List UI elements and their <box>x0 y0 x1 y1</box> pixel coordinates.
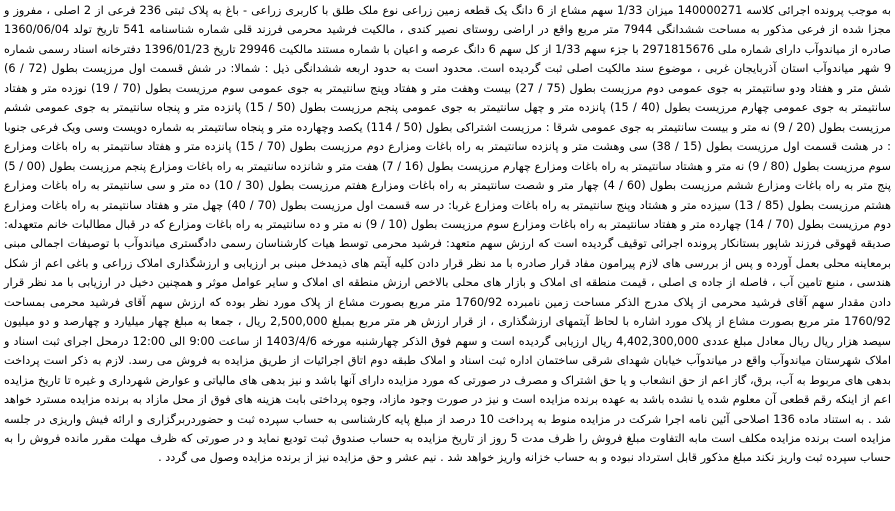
auction-notice-text: به موجب پرونده اجرائی کلاسه 140000271 میزان 1/33 سهم مشاع از 6 دانگ یک قطعه زمین زراعی نوع ملک طلق با کاربری زراعی - باغ به پلاک ثبتی 236 فرعی از 2 اصلی ، مفروز و مجزا شده از فرعی مذکور به مساحت ششدانگی 7944 متر مربع واقع در اراضی روستای نصیر کندی ، مالکیت فرشید محرمی فرزند قلی شماره شناسنامه 541 تاریخ تولد 1360/06/04 صادره از میاندوآب دارای شماره ملی 2971815676 با جزء سهم 1/33 از کل سهم 6 دانگ عرصه و اعیان با شماره مستند مالکیت 29946 تاریخ 1396/01/23 دفترخانه اسناد رسمی شماره 9 شهر میاندوآب استان آذربایجان غربی ، موضوع سند مالکیت اصلی ثبت گردیده است. محدود است به حدود اربعه ششدانگی ذیل : شمالا: در شش قسمت اول مرزیست بطول (72 / 6) شش متر و هفتاد ودو سانتیمتر به جوی عمومی دوم مرزیست بطول (75 / 27) بیست وهفت متر و هفتاد وپنج سانتیمتر به جوی عمومی سوم مرزیست بطول (70 / 19) نوزده متر و هفتاد سانتیمتر به جوی عمومی چهارم مرزیست بطول (40 / 15) پانزده متر و چهل سانتیمتر به جوی عمومی پنجم مرزیست بطول (50 / 15) پانزده متر و پنجاه سانتیمتر به جوی عمومی ششم مرزیست بطول (20 / 9) نه متر و بیست سانتیمتر به جوی عمومی شرقا : مرزیست اشتراکی بطول (50 / 114) یکصد وچهارده متر و پنجاه سانتیمتر به شماره دویست وسی ویک فرعی جنوبا : در هشت قسمت اول مرزیست بطول (15 / 38) سی وهشت متر و پانزده سانتیمتر به راه باغات ومزارع دوم مرزیست بطول (70 / 15) پانزده متر و هفتاد سانتیمتر به راه باغات ومزارع سوم مرزیست بطول (80 / 9) نه متر و هشتاد سانتیمتر به راه باغات ومزارع چهارم مرزیست بطول (16 / 7) هفت متر و شانزده سانتیمتر به راه باغات ومزارع پنجم مرزیست بطول (00 / 5) پنج متر به راه باغات ومزارع ششم مرزیست بطول (60 / 4) چهار متر و شصت سانتیمتر به راه باغات ومزارع هفتم مرزیست بطول (30 / 10) ده متر و سی سانتیمتر به راه باغات ومزارع هشتم مرزیست بطول (85 / 13) سیزده متر و هشتاد وپنج سانتیمتر به راه باغات ومزارع غربا: در سه قسمت اول مرزیست بطول (70 / 40) چهل متر و هفتاد سانتیمتر به راه باغات ومزارع دوم مرزیست بطول (70 / 14) چهارده متر و هفتاد سانتیمتر به راه باغات ومزارع سوم مرزیست بطول (10 / 9) نه متر و ده سانتیمتر به راه باغات ومزارع که در قبال مطالبات خانم متعهدله: صدیقه قهوقی فرزند شاپور بستانکار پرونده اجرائی توقیف گردیده است که ارزش سهم متعهد: فرشید محرمی توسط هیات کارشناسان رسمی دادگستری میاندوآب با توصیفات اجمالی مبنی برمعاینه محلی بعمل آورده و پس از بررسی های لازم پیرامون مفاد قرار صادره با مد نظر قرار دادن کلیه آیتم های ذیمدخل مبنی بر ارزیابی و ارزشگذاری املاک زراعی و باغی اعم از شکل هندسی ، منبع تامین آب ، فاصله از جاده ی اصلی ، قیمت منطقه ای املاک و بازار های محلی بالاخص ارزش منطقه ای املاک و سایر عوامل موثر و همچنین دخیل در ارزیابی با مد نظر قرار دادن مقدار سهم آقای فرشید محرمی از پلاک مدرج الذکر مساحت زمین نامبرده 1760/92 متر مربع بصورت مشاع از پلاک مورد نظر بوده که ارزش سهم آقای فرشید محرمی بمساحت 1760/92 متر مربع بصورت مشاع از پلاک مورد اشاره با لحاظ آیتمهای ارزشگذاری ، از قرار ارزش هر متر مربع بمبلغ 2,500,000 ریال ، جمعا به مبلغ چهار میلیارد و چهارصد و دو میلیون سیصد هزار ریال ریال معادل مبلغ عددی 4,402,300,000 ریال ارزیابی گردیده است و سهم فوق الذکر چهارشنبه مورخه 1403/4/6 از ساعت 9:00 الی 12:00 درمحل اجرای ثبت اسناد و املاک شهرستان میاندوآب واقع در میاندوآب خیابان شهدای شرقی ساختمان اداره ثبت اسناد و املاک طبقه دوم اتاق اجرائیات از طریق مزایده به فروش می رسد. لازم به ذکر است پرداخت بدهی های مربوط به آب، برق، گاز اعم از حق انشعاب و یا حق اشتراک و مصرف در صورتی که مورد مزایده دارای آنها باشد و نیز بدهی های مالیاتی و عوارض شهرداری و غیره تا تاریخ مزایده اعم از اینکه رقم قطعی آن معلوم شده یا نشده باشد به عهده برنده مزایده است و نیز در صورت وجود مازاد، وجوه پرداختی بابت هزینه های فوق از محل مازاد به برنده مزایده مسترد خواهد شد . به استناد ماده 136 اصلاحی آئین نامه اجرا شرکت در مزایده منوط به پرداخت 10 درصد از مبلغ پایه کارشناسی به حساب سپرده ثبت و حضوردربرگزاری و ارائه فیش واریزی در جلسه مزایده است برنده مزایده مکلف است مابه التفاوت مبلغ فروش را ظرف مدت 5 روز از تاریخ مزایده به حساب صندوق ثبت تودیع نماید و در صورتی که ظرف مهلت مقرر مانده فروش را به حساب سپرده ثبت واریز نکند مبلغ مذکور قابل استرداد نبوده و به حساب خزانه واریز خواهد شد . نیم عشر و حق مزایده نیز از برنده مزایده وصول می گردد . <box>4 4 892 465</box>
